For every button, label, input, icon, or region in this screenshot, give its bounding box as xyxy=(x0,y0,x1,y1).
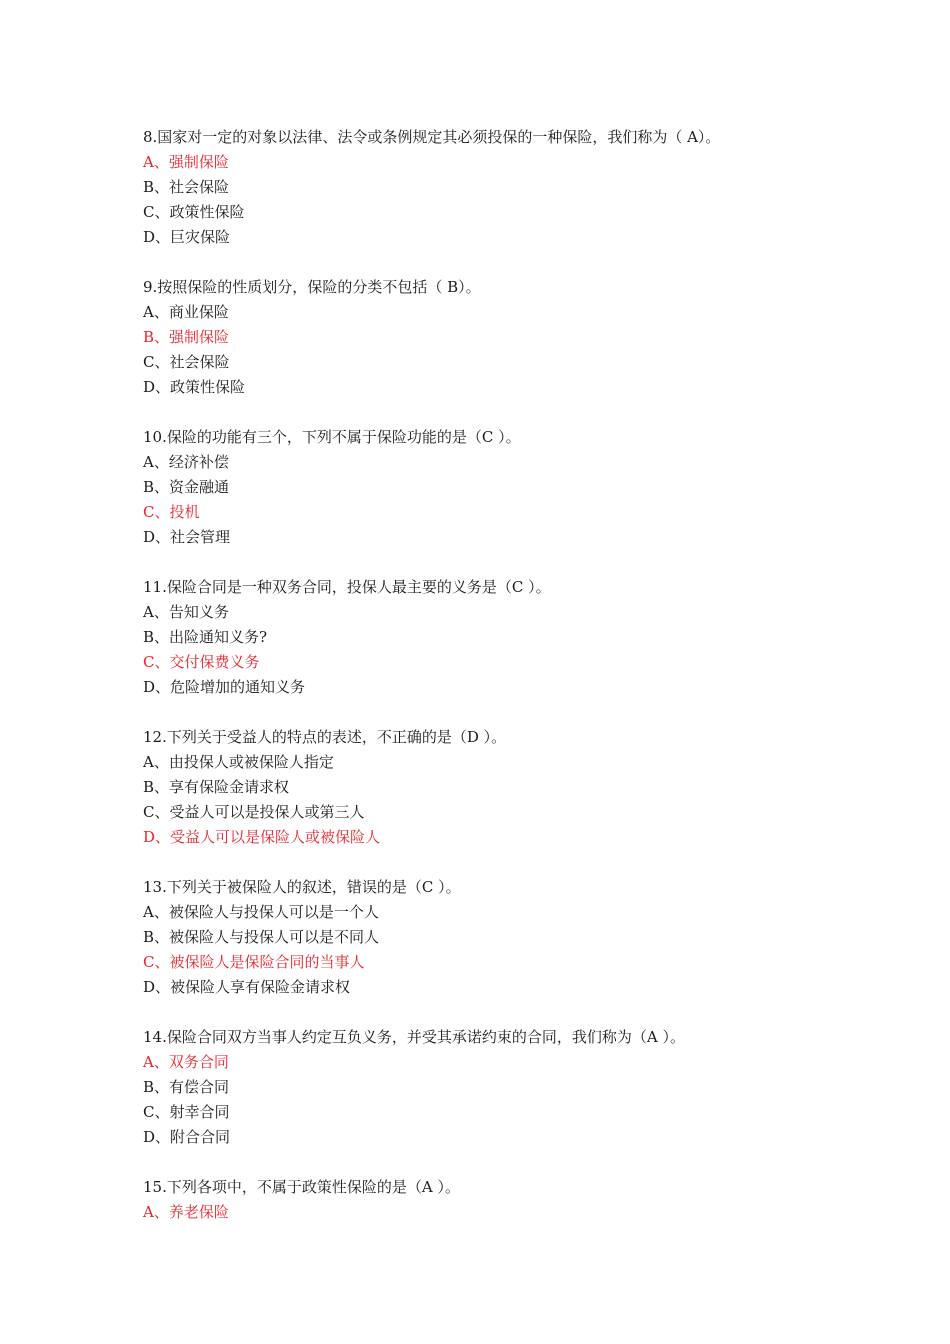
answer-option: A、告知义务 xyxy=(143,603,229,621)
question-10 xyxy=(143,425,823,550)
answer-option: C、受益人可以是投保人或第三人 xyxy=(143,803,365,821)
answer-option: D、附合合同 xyxy=(143,1128,231,1146)
answer-option: D、巨灾保险 xyxy=(143,228,231,246)
answer-option: A、被保险人与投保人可以是一个人 xyxy=(143,903,379,921)
answer-option: A、经济补偿 xyxy=(143,453,229,471)
document-page xyxy=(143,125,823,1250)
question-stem: 12.下列关于受益人的特点的表述，不正确的是（D ）。 xyxy=(143,728,507,746)
answer-option: D、政策性保险 xyxy=(143,378,246,396)
question-stem: 15.下列各项中，不属于政策性保险的是（A ）。 xyxy=(143,1178,460,1196)
answer-option: B、有偿合同 xyxy=(143,1078,230,1096)
answer-option-correct: C、交付保费义务 xyxy=(143,653,260,671)
question-15 xyxy=(143,1175,823,1225)
question-9 xyxy=(143,275,823,400)
answer-option: D、被保险人享有保险金请求权 xyxy=(143,978,351,996)
question-8 xyxy=(143,125,823,250)
answer-option: D、危险增加的通知义务 xyxy=(143,678,306,696)
answer-option: B、被保险人与投保人可以是不同人 xyxy=(143,928,380,946)
question-stem: 8.国家对一定的对象以法律、法令或条例规定其必须投保的一种保险，我们称为（ A）。 xyxy=(143,128,721,146)
answer-option: C、社会保险 xyxy=(143,353,230,371)
question-stem: 10.保险的功能有三个，下列不属于保险功能的是（C ）。 xyxy=(143,428,521,446)
answer-option: D、社会管理 xyxy=(143,528,231,546)
answer-option-correct: B、强制保险 xyxy=(143,328,230,346)
answer-option-correct: D、受益人可以是保险人或被保险人 xyxy=(143,828,381,846)
answer-option-correct: C、投机 xyxy=(143,503,200,521)
question-stem: 14.保险合同双方当事人约定互负义务，并受其承诺约束的合同，我们称为（A ）。 xyxy=(143,1028,685,1046)
answer-option: B、享有保险金请求权 xyxy=(143,778,290,796)
question-11 xyxy=(143,575,823,700)
answer-option-correct: A、养老保险 xyxy=(143,1203,229,1221)
answer-option: B、出险通知义务? xyxy=(143,628,268,646)
question-stem: 13.下列关于被保险人的叙述，错误的是（C ）。 xyxy=(143,878,461,896)
question-stem: 9.按照保险的性质划分，保险的分类不包括（ B）。 xyxy=(143,278,481,296)
answer-option: B、资金融通 xyxy=(143,478,230,496)
question-12 xyxy=(143,725,823,850)
answer-option: A、商业保险 xyxy=(143,303,229,321)
answer-option: C、射幸合同 xyxy=(143,1103,230,1121)
question-stem: 11.保险合同是一种双务合同，投保人最主要的义务是（C ）。 xyxy=(143,578,551,596)
answer-option: C、政策性保险 xyxy=(143,203,245,221)
question-13 xyxy=(143,875,823,1000)
answer-option: A、由投保人或被保险人指定 xyxy=(143,753,334,771)
answer-option-correct: A、强制保险 xyxy=(143,153,229,171)
answer-option: B、社会保险 xyxy=(143,178,230,196)
answer-option-correct: A、双务合同 xyxy=(143,1053,229,1071)
question-14 xyxy=(143,1025,823,1150)
answer-option-correct: C、被保险人是保险合同的当事人 xyxy=(143,953,365,971)
